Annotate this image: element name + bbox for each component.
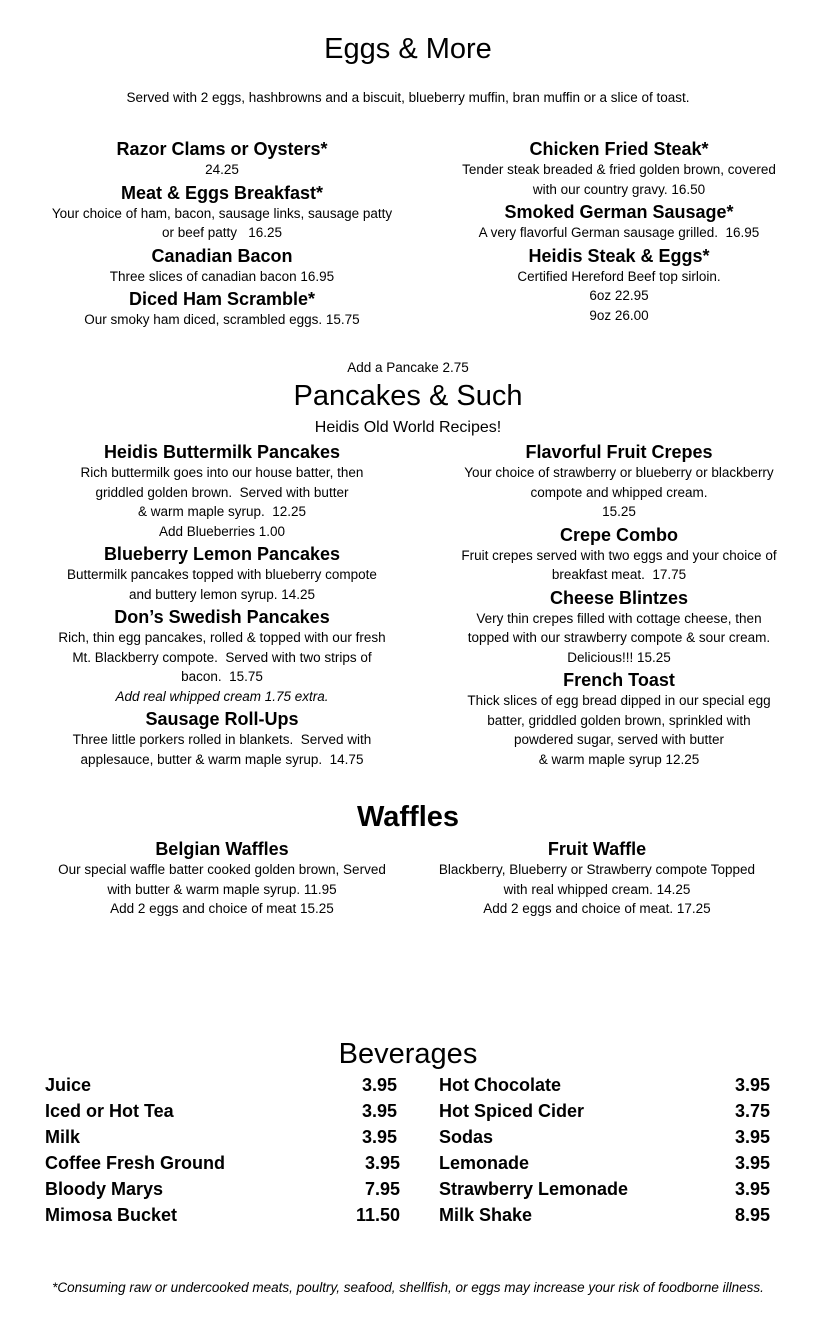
beverage-price: 11.50 [355,1205,400,1225]
item-title: Don’s Swedish Pancakes [114,607,330,627]
eggs-section-subtitle: Served with 2 eggs, hashbrowns and a biscuit, blueberry muffin, bran muffin or a slice of toast. [126,90,690,105]
beverage-row [439,1202,770,1228]
beverage-name: Lemonade [439,1153,530,1173]
beverage-row [439,1124,770,1150]
menu-item-belgian-waffles [34,838,410,919]
beverage-name: Hot Chocolate [439,1075,562,1095]
item-title: Crepe Combo [559,524,678,545]
item-desc: bacon. 15.75 [181,669,263,684]
beverage-price: 3.95 [361,1127,397,1147]
menu-item-blueberry-lemon [34,543,410,604]
beverage-price: 3.95 [734,1179,770,1199]
item-desc: 15.25 [602,504,636,519]
menu-item-cheese-blintzes [440,587,798,668]
beverage-row [45,1098,397,1124]
item-desc: Rich buttermilk goes into our house batter, then [80,465,364,480]
menu-item-fruit-crepes [440,441,798,522]
menu-item-german-sausage [440,201,798,243]
menu-item-buttermilk-pancakes [34,441,410,541]
menu-item-meat-eggs [34,182,410,243]
eggs-right-column [440,138,798,325]
beverage-row [439,1072,770,1098]
item-desc: Certified Hereford Beef top sirloin. [517,268,721,284]
menu-item-steak-eggs [440,245,798,326]
eggs-section-title: Eggs & More [324,33,492,65]
pancakes-left-column [34,441,410,769]
item-desc: with real whipped cream. 14.25 [503,881,691,897]
beverage-name: Bloody Marys [45,1179,164,1199]
beverage-row [45,1072,397,1098]
item-title: Canadian Bacon [151,245,293,266]
pancakes-section-subtitle: Heidis Old World Recipes! [314,419,502,436]
beverage-name: Hot Spiced Cider [439,1101,585,1121]
item-desc: Blackberry, Blueberry or Strawberry compote Topped [438,862,756,877]
menu-item-canadian-bacon [34,245,410,287]
item-desc: & warm maple syrup 12.25 [538,751,700,767]
beverage-name: Milk [45,1127,81,1147]
item-desc: Your choice of ham, bacon, sausage links, sausage patty [51,205,393,221]
beverage-name: Juice [45,1075,92,1095]
waffles-section-title: Waffles [356,801,460,833]
beverage-price: 3.75 [734,1101,770,1121]
item-title: Heidis Buttermilk Pancakes [103,442,341,462]
item-desc: Three slices of canadian bacon 16.95 [109,268,335,284]
item-desc: Very thin crepes filled with cottage cheese, then [476,610,762,626]
item-title: Heidis Steak & Eggs* [528,245,710,266]
beverage-name: Mimosa Bucket [45,1205,178,1225]
item-desc: Add 2 eggs and choice of meat. 17.25 [483,901,711,916]
beverage-row [439,1098,770,1124]
item-desc: Delicious!!! 15.25 [567,649,671,665]
item-title: Belgian Waffles [155,839,289,859]
food-safety-disclaimer: *Consuming raw or undercooked meats, poultry, seafood, shellfish, or eggs may increase your risk of foodborne illness. [52,1280,764,1295]
menu-item-swedish-pancakes [34,606,410,706]
beverage-name: Strawberry Lemonade [439,1179,629,1199]
beverage-row [45,1150,400,1176]
beverage-name: Milk Shake [439,1205,533,1225]
beverage-price: 3.95 [734,1153,770,1173]
item-desc: applesauce, butter & warm maple syrup. 14.75 [80,751,364,767]
item-title: Blueberry Lemon Pancakes [103,544,341,564]
item-desc: powdered sugar, served with butter [513,732,725,747]
item-desc: with butter & warm maple syrup. 11.95 [107,881,337,897]
beverage-price: 8.95 [734,1205,770,1225]
beverage-price: 3.95 [734,1075,770,1095]
item-desc: Rich, thin egg pancakes, rolled & topped with our fresh [58,630,386,645]
item-desc: Mt. Blackberry compote. Served with two strips of [72,649,372,665]
item-desc: batter, griddled golden brown, sprinkled with [487,712,751,728]
menu-item-diced-ham [34,288,410,330]
item-title: Flavorful Fruit Crepes [525,442,713,462]
item-desc: Thick slices of egg bread dipped in our special egg [467,693,771,708]
item-desc: and buttery lemon syrup. 14.25 [128,586,316,602]
item-title: Smoked German Sausage* [504,202,734,222]
beverage-name: Iced or Hot Tea [45,1101,174,1121]
beverage-row [45,1176,400,1202]
item-desc: topped with our strawberry compote & sour cream. [467,630,771,645]
pancakes-right-column [440,441,798,769]
item-desc: Tender steak breaded & fried golden brown, covered [462,162,776,177]
item-desc: Buttermilk pancakes topped with blueberry compote [67,567,377,582]
beverage-row [439,1150,770,1176]
item-title: Meat & Eggs Breakfast* [120,182,324,203]
item-desc: Our smoky ham diced, scrambled eggs. 15.75 [84,312,360,327]
item-title: Sausage Roll-Ups [145,709,299,729]
item-desc: compote and whipped cream. [530,484,708,500]
item-desc: or beef patty 16.25 [161,225,283,240]
item-title: French Toast [563,670,675,690]
menu-item-french-toast [440,669,798,769]
beverage-price: 3.95 [364,1153,400,1173]
beverages-left-list [45,1072,401,1232]
item-desc: & warm maple syrup. 12.25 [137,504,307,519]
item-note: Add real whipped cream 1.75 extra. [115,688,329,704]
menu-item-sausage-rollups [34,708,410,769]
beverage-row [439,1176,770,1202]
menu-item-crepe-combo [440,524,798,585]
pancakes-section-title: Pancakes & Such [293,380,523,412]
item-desc: breakfast meat. 17.75 [551,567,687,582]
item-desc: Add Blueberries 1.00 [158,523,286,539]
pancake-addon: Add a Pancake 2.75 [347,360,469,375]
item-desc: 9oz 26.00 [589,307,649,323]
item-title: Cheese Blintzes [549,587,689,608]
item-desc: Your choice of strawberry or blueberry or blackberry [464,465,774,480]
beverage-row [45,1124,397,1150]
menu-item-chicken-fried-steak [440,138,798,199]
item-desc: with our country gravy. 16.50 [532,181,706,197]
item-desc: Our special waffle batter cooked golden brown, Served [58,862,386,877]
item-desc: 24.25 [205,162,239,177]
item-desc: A very flavorful German sausage grilled. 16.95 [478,225,760,240]
eggs-left-column [34,138,410,330]
item-desc: Add 2 eggs and choice of meat 15.25 [110,901,334,916]
menu-item-razor-clams [34,138,410,180]
item-title: Razor Clams or Oysters* [116,139,328,159]
beverage-name: Sodas [439,1127,494,1147]
item-title: Chicken Fried Steak* [529,139,709,159]
item-title: Diced Ham Scramble* [128,289,316,309]
beverages-section-title: Beverages [338,1038,478,1070]
menu-item-fruit-waffle [418,838,776,919]
item-title: Fruit Waffle [547,839,647,859]
item-desc: Fruit crepes served with two eggs and your choice of [461,547,777,563]
beverage-row [45,1202,400,1228]
item-desc: Three little porkers rolled in blankets. Served with [72,732,372,747]
item-desc: griddled golden brown. Served with butter [95,484,349,500]
beverage-name: Coffee Fresh Ground [45,1153,226,1173]
beverages-right-list [439,1072,771,1232]
beverage-price: 3.95 [361,1075,397,1095]
item-desc: 6oz 22.95 [589,288,649,303]
beverage-price: 3.95 [734,1127,770,1147]
beverage-price: 7.95 [364,1179,400,1199]
beverage-price: 3.95 [361,1101,397,1121]
